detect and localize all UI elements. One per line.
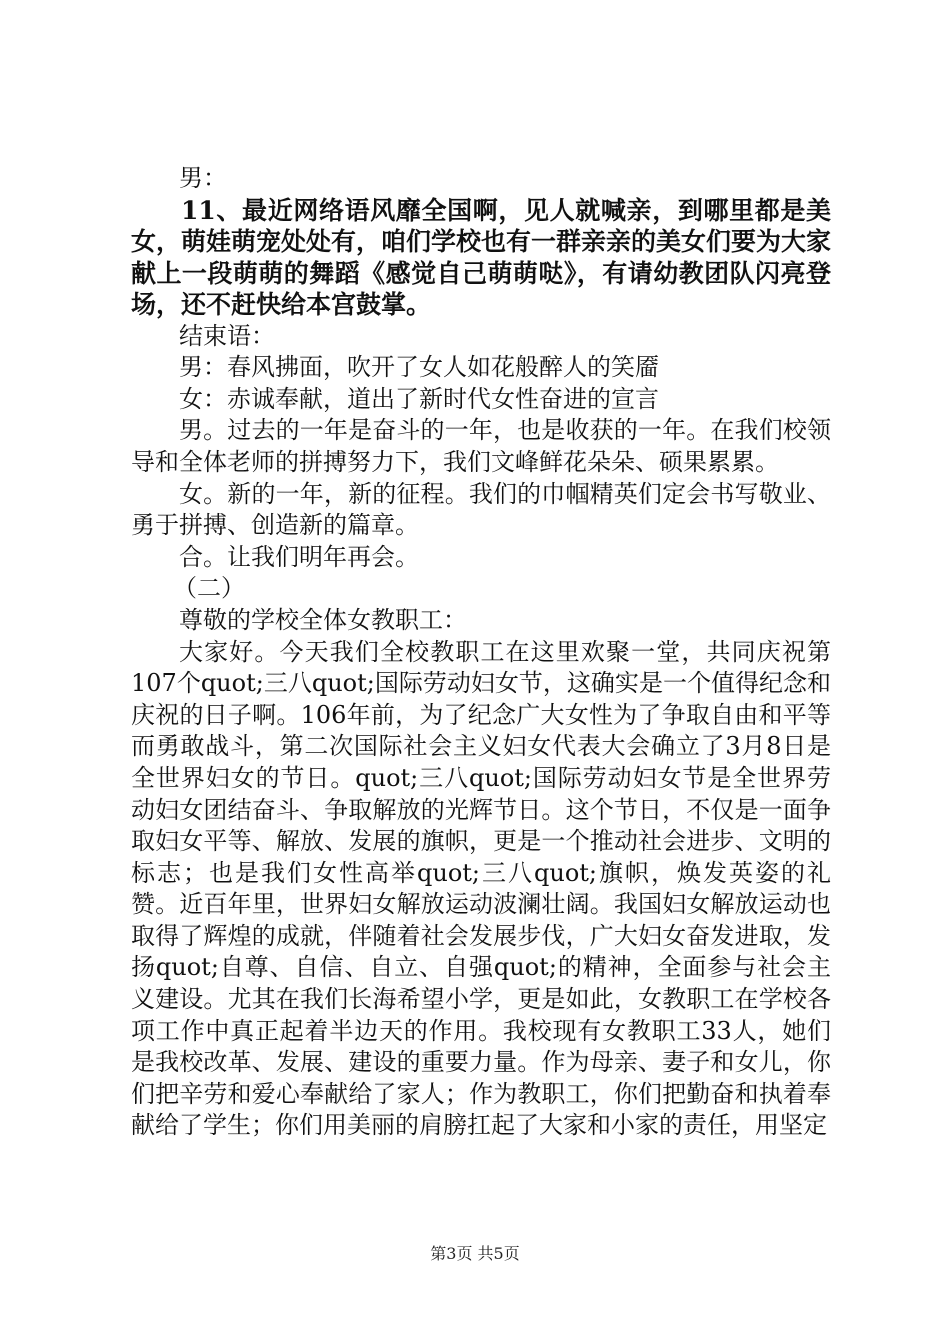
program-item-11: 11、最近网络语风靡全国啊，见人就喊亲，到哪里都是美女，萌娃萌宠处处有，咱们学校也有一群亲亲的美女们要为大家献上一段萌萌的舞蹈《感觉自己萌萌哒》，有请幼教团队闪亮登场，还不赶快给本宫鼓掌。	[131, 195, 832, 320]
closing-male-line-1: 男：春风拂面，吹开了女人如花般醉人的笑靥	[179, 353, 659, 382]
speech-body-paragraph: 大家好。今天我们全校教职工在这里欢聚一堂，共同庆祝第107个quot;三八quot;国际劳动妇女节，这确实是一个值得纪念和庆祝的日子啊。106年前，为了纪念广大女性为了争取自由和平等而勇敢战斗，第二次国际社会主义妇女代表大会确立了3月8日是全世界妇女的节日。quot;三八quot;国际劳动妇女节是全世界劳动妇女团结奋斗、争取解放的光辉节日。这个节日，不仅是一面争取妇女平等、解放、发展的旗帜，更是一个推动社会进步、文明的标志；也是我们女性高举quot;三八quot;旗帜，焕发英姿的礼赞。近百年里，世界妇女解放运动波澜壮阔。我国妇女解放运动也取得了辉煌的成就，伴随着社会发展步伐，广大妇女奋发进取，发扬quot;自尊、自信、自立、自强quot;的精神，全面参与社会主义建设。尤其在我们长海希望小学，更是如此，女教职工在学校各项工作中真正起着半边天的作用。我校现有女教职工33人，她们是我校改革、发展、建设的重要力量。作为母亲、妻子和女儿，你们把辛劳和爱心奉献给了家人；作为教职工，你们把勤奋和执着奉献给了学生；你们用美丽的肩膀扛起了大家和小家的责任，用坚定	[131, 637, 831, 1140]
page-number-footer: 第3页 共5页	[430, 1244, 520, 1263]
section-two-heading: （二）	[173, 574, 245, 603]
closing-female-line-2: 女。新的一年，新的征程。我们的巾帼精英们定会书写敬业、勇于拼搏、创造新的篇章。	[131, 479, 831, 540]
speaker-male-line: 男：	[179, 164, 227, 192]
speech-salutation: 尊敬的学校全体女教职工：	[179, 605, 467, 634]
closing-male-line-2: 男。过去的一年是奋斗的一年，也是收获的一年。在我们校领导和全体老师的拼搏努力下，我们文峰鲜花朵朵、硕果累累。	[131, 416, 831, 476]
document-body	[131, 163, 831, 1142]
closing-remarks-heading: 结束语：	[179, 321, 275, 350]
closing-female-line-1: 女：赤诚奉献，道出了新时代女性奋进的宣言	[179, 384, 659, 413]
closing-together-line: 合。让我们明年再会。	[179, 542, 419, 571]
